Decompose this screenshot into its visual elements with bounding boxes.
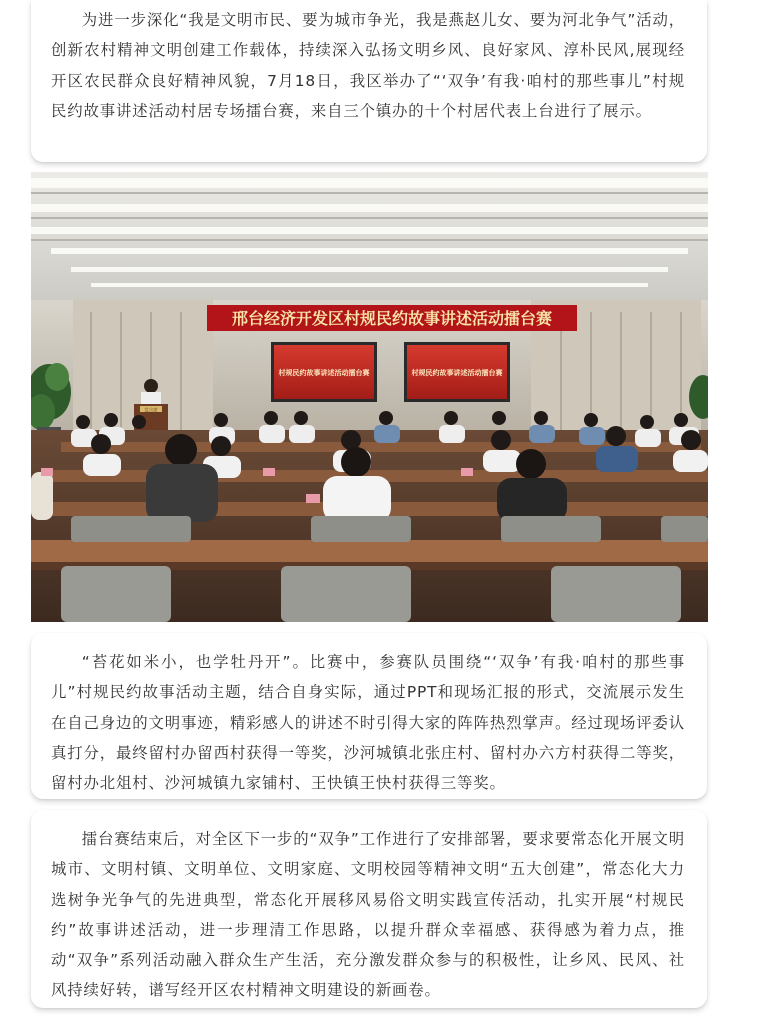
intro-card xyxy=(31,0,707,162)
banner-text: 邢台经济开发区村规民约故事讲述活动擂台赛 xyxy=(231,309,553,328)
right-screen xyxy=(404,342,510,402)
competition-card xyxy=(31,633,707,799)
left-screen xyxy=(271,342,377,402)
svg-text:村规民约故事讲述活动擂台赛: 村规民约故事讲述活动擂台赛 xyxy=(411,368,503,377)
competition-paragraph: “苔花如米小，也学牡丹开”。比赛中，参赛队员围绕“‘双争’有我·咱村的那些事儿”村规民约故事活动主题，结合自身实际，通过PPT和现场汇报的形式，交流展示发生在自己身边的文明事迹，精彩感人的讲述不时引得大家的阵阵热烈掌声。经过现场评委认真打分，最终留村办留西村获得一等奖，沙河城镇北张庄村、留村办六方村获得二等奖，留村办北俎村、沙河城镇九家铺村、王快镇王快村获得三等奖。 xyxy=(51,653,685,793)
conclusion-paragraph: 擂台赛结束后，对全区下一步的“双争”工作进行了安排部署，要求要常态化开展文明城市、文明村镇、文明单位、文明家庭、文明校园等精神文明“五大创建”，常态化大力选树争光争气的先进典型，常态化开展移风易俗文明实践宣传活动，扎实开展“村规民约”故事讲述活动，进一步理清工作思路，以提升群众幸福感、获得感为着力点，推动“双争”系列活动融入群众生产生活，充分激发群众参与的积极性，让乡风、民风、社风持续好转，谱写经开区农村精神文明建设的新画卷。 xyxy=(51,830,685,1000)
conclusion-card xyxy=(31,810,707,1008)
svg-text:村规民约故事讲述活动擂台赛: 村规民约故事讲述活动擂台赛 xyxy=(278,368,370,377)
intro-paragraph: 为进一步深化“我是文明市民、要为城市争光，我是燕赵儿女、要为河北争气”活动，创新农村精神文明创建工作载体，持续深入弘扬文明乡风、良好家风、淳朴民风,展现经开区农民群众良好精神风貌，7月18日，我区举办了“‘双争’有我·咱村的那些事儿”村规民约故事讲述活动村居专场擂台赛，来自三个镇办的十个村居代表上台进行了展示。 xyxy=(51,11,685,120)
event-photo xyxy=(31,172,708,622)
podium-sign: 发言席 xyxy=(144,408,158,414)
